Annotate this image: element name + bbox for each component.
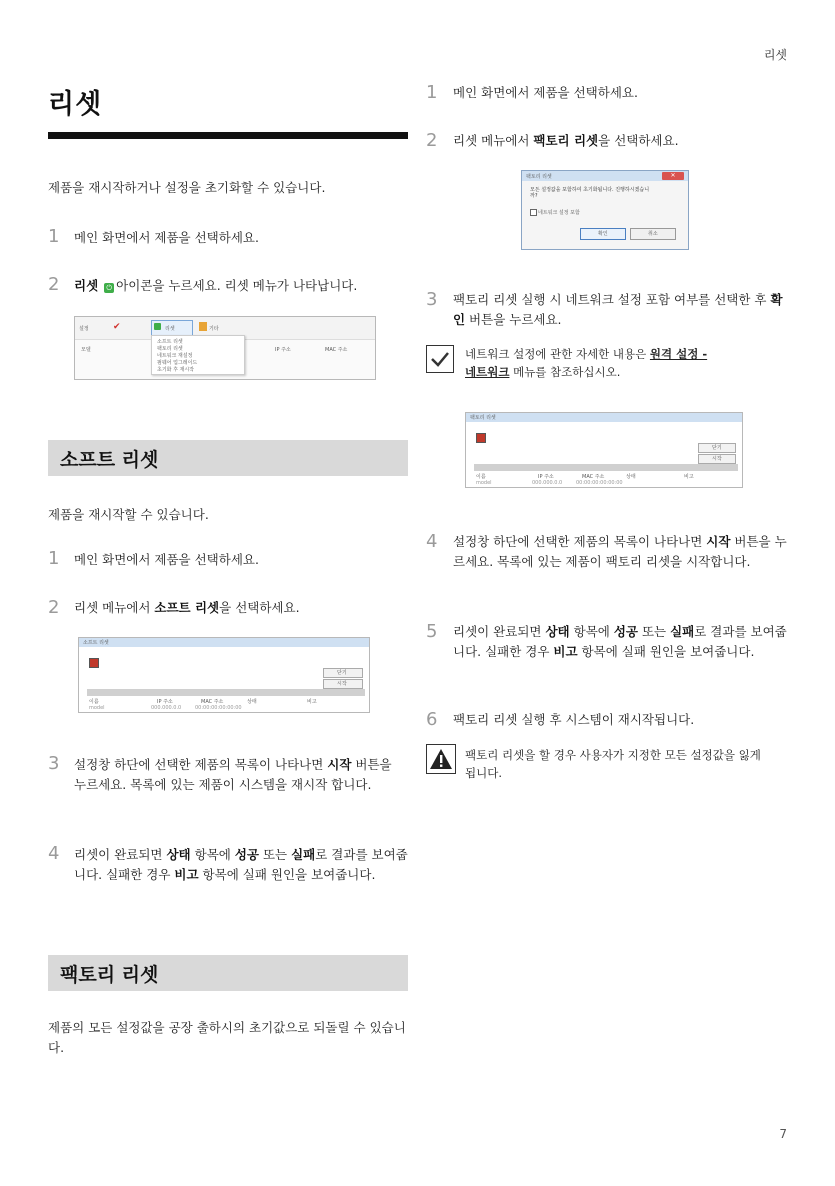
text-fragment: 또는 [637, 624, 671, 639]
note-text [465, 345, 785, 381]
note-icon [426, 345, 454, 373]
step-text: 메인 화면에서 제품을 선택하세요. [74, 230, 259, 245]
menu-name: 팩토리 리셋 [533, 133, 599, 148]
text-fragment: 항목에 [190, 847, 235, 862]
step-number: 4 [48, 843, 60, 864]
step-text: 팩토리 리셋 실행 후 시스템이 재시작됩니다. [453, 712, 695, 727]
step-text [453, 622, 793, 662]
power-icon: ⏻ [104, 283, 114, 293]
field-name: 성공 [234, 847, 259, 862]
progress-bar [474, 464, 738, 471]
table-cell: 000.000.0.0 [532, 480, 563, 486]
menu-item[interactable]: 팩토리 리셋 [157, 346, 183, 352]
column-header: 비고 [684, 474, 694, 480]
table-cell: model [476, 480, 492, 486]
step-text [453, 290, 793, 330]
dialog-title: 팩토리 리셋 [526, 174, 552, 180]
soft-reset-window-screenshot [78, 637, 370, 713]
step-number: 6 [426, 709, 438, 730]
close-icon[interactable]: ✕ [662, 172, 684, 180]
step-number: 1 [48, 548, 60, 569]
reset-icon [89, 658, 99, 668]
section-heading: 팩토리 리셋 [60, 964, 159, 986]
title-rule [48, 132, 408, 139]
progress-bar [87, 689, 365, 696]
step-text [453, 131, 793, 151]
column-header: IP 주소 [538, 474, 554, 480]
table-cell: 00:00:00:00:00:00 [576, 480, 623, 486]
section-heading: 소프트 리셋 [60, 449, 159, 471]
check-icon: ✔ [113, 322, 121, 332]
soft-reset-intro: 제품을 재시작할 수 있습니다. [48, 507, 209, 522]
column-header: 비고 [307, 699, 317, 705]
warning-icon [426, 744, 456, 774]
step-number: 1 [48, 226, 60, 247]
factory-reset-heading-bar [48, 955, 408, 991]
step-text [453, 532, 793, 572]
network-checkbox[interactable] [530, 209, 537, 216]
factory-reset-dialog-screenshot [521, 170, 689, 250]
step-text [74, 598, 404, 618]
field-name: 성공 [613, 624, 638, 639]
warning-text: 팩토리 리셋을 할 경우 사용자가 지정한 모든 설정값을 잃게 됩니다. [465, 748, 761, 780]
step-number: 1 [426, 82, 438, 103]
step-number: 2 [48, 597, 60, 618]
text-fragment: 리셋 메뉴에서 [453, 133, 534, 148]
menu-item[interactable]: 소프트 리셋 [157, 339, 183, 345]
text-fragment: 리셋이 완료되면 [74, 847, 167, 862]
text-fragment: 설정창 하단에 선택한 제품의 목록이 나타나면 [74, 757, 328, 772]
text-fragment: 리셋이 완료되면 [453, 624, 546, 639]
column-header: 이름 [89, 699, 99, 705]
column-header: IP 주소 [157, 699, 173, 705]
toolbar-item[interactable]: 리셋 [165, 326, 175, 332]
column-header: 상태 [247, 699, 257, 705]
step-text [74, 845, 408, 885]
text-fragment: 항목에 실패 원인을 보여줍니다. [577, 644, 755, 659]
text-fragment: 버튼을 누르세요. [465, 312, 562, 327]
text-fragment: 을 선택하세요. [219, 600, 300, 615]
factory-reset-window-screenshot [465, 412, 743, 488]
text-fragment: 설정창 하단에 선택한 제품의 목록이 나타나면 [453, 534, 707, 549]
field-name: 실패 [291, 847, 316, 862]
window-title: 소프트 리셋 [83, 640, 109, 646]
column-header: MAC 주소 [201, 699, 224, 705]
intro-text: 제품을 재시작하거나 설정을 초기화할 수 있습니다. [48, 180, 326, 195]
remote-settings-link[interactable]: 원격 설정 - [649, 347, 708, 361]
reset-menu [151, 335, 245, 375]
text-fragment: 버튼을 누르세요. 목록에 있는 제품이 팩토리 리셋을 시작합니다. [453, 534, 787, 569]
reset-label: 리셋 [74, 278, 99, 293]
toolbar-item[interactable]: 설정 [79, 326, 89, 332]
text-fragment: 항목에 [569, 624, 614, 639]
soft-reset-heading-bar [48, 440, 408, 476]
field-name: 비고 [174, 867, 199, 882]
field-name: 실패 [670, 624, 695, 639]
button-label: 확인 [598, 231, 608, 237]
step-text: 메인 화면에서 제품을 선택하세요. [453, 85, 638, 100]
table-cell: model [89, 705, 105, 711]
page-number: 7 [779, 1127, 787, 1141]
text-fragment: 을 선택하세요. [598, 133, 679, 148]
field-name: 상태 [545, 624, 570, 639]
menu-name: 소프트 리셋 [154, 600, 220, 615]
factory-reset-intro: 제품의 모든 설정값을 공장 출하시의 초기값으로 되돌릴 수 있습니다. [48, 1020, 406, 1055]
step-number: 3 [426, 289, 438, 310]
window-title: 팩토리 리셋 [470, 415, 496, 421]
text-fragment: 네트워크 설정에 관한 자세한 내용은 [465, 347, 650, 361]
button-name: 시작 [327, 757, 352, 772]
network-link[interactable]: 네트워크 [465, 365, 510, 379]
text-fragment: 메뉴를 참조하십시오. [509, 365, 621, 379]
text-fragment: 리셋 메뉴에서 [74, 600, 155, 615]
step-text [74, 755, 404, 795]
running-title: 리셋 [763, 48, 787, 62]
text-fragment: 팩토리 리셋 실행 시 네트워크 설정 포함 여부를 선택한 후 [453, 292, 771, 307]
button-label: 시작 [337, 681, 347, 687]
step-text-after: 아이콘을 누르세요. 리셋 메뉴가 나타납니다. [116, 278, 358, 293]
table-cell: 00:00:00:00:00:00 [195, 705, 242, 711]
checkbox-label: 네트워크 설정 포함 [538, 210, 580, 216]
tools-icon [199, 322, 207, 331]
power-icon [154, 323, 161, 330]
menu-item[interactable]: 펌웨어 업그레이드 [157, 360, 198, 366]
step-number: 2 [48, 274, 60, 295]
step-number: 4 [426, 531, 438, 552]
text-fragment: 버튼을 누르세요. 목록에 있는 제품이 시스템을 재시작 합니다. [74, 757, 392, 792]
menu-item[interactable]: 초기화 후 재시작 [157, 367, 194, 373]
text-fragment: 로 결과를 보여줍니다. 실패한 경우 [74, 847, 408, 882]
column-header: MAC 주소 [325, 347, 348, 353]
toolbar-screenshot [74, 316, 376, 380]
text-fragment: 로 결과를 보여줍니다. 실패한 경우 [453, 624, 787, 659]
button-label: 시작 [712, 456, 722, 462]
step-number: 3 [48, 753, 60, 774]
button-label: 닫기 [337, 670, 347, 676]
column-header: MAC 주소 [582, 474, 605, 480]
step-text: 메인 화면에서 제품을 선택하세요. [74, 552, 259, 567]
field-name: 상태 [166, 847, 191, 862]
text-fragment: 항목에 실패 원인을 보여줍니다. [198, 867, 376, 882]
menu-item[interactable]: 네트워크 재설정 [157, 353, 193, 359]
page-title: 리셋 [48, 89, 103, 120]
step-number: 2 [426, 130, 438, 151]
text-fragment: 또는 [258, 847, 292, 862]
step-text [74, 276, 408, 296]
button-name: 확인 [453, 292, 783, 327]
button-label: 취소 [648, 231, 658, 237]
button-label: 닫기 [712, 445, 722, 451]
column-header: IP 주소 [275, 347, 291, 353]
column-header: 이름 [476, 474, 486, 480]
button-name: 시작 [706, 534, 731, 549]
field-name: 비고 [553, 644, 578, 659]
toolbar-item[interactable]: 기타 [209, 326, 219, 332]
reset-icon [476, 433, 486, 443]
column-header: 모델 [81, 347, 91, 353]
column-header: 상태 [626, 474, 636, 480]
table-cell: 000.000.0.0 [151, 705, 182, 711]
dialog-message: 모든 설정값을 포함하여 초기화됩니다. 진행하시겠습니까? [530, 187, 650, 199]
step-number: 5 [426, 621, 438, 642]
